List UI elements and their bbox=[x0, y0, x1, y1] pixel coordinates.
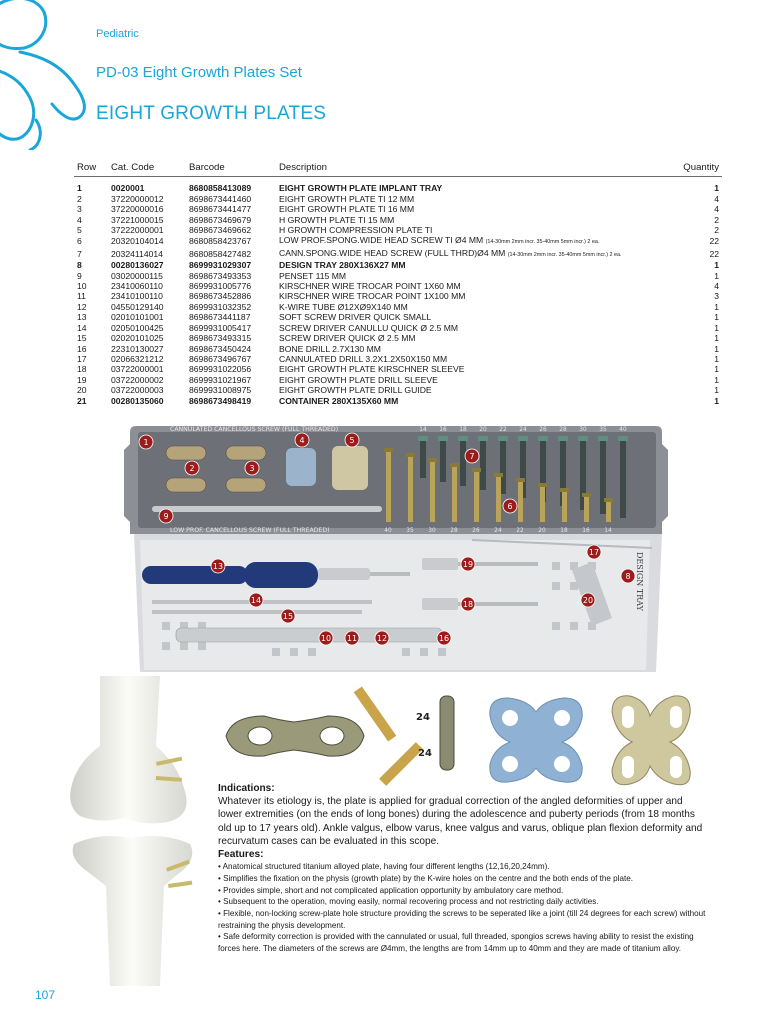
tray-label-lowprof: LOW PROF. CANCELLOUS SCREW (FULL THREADED) bbox=[170, 527, 330, 534]
tray-marker-number: 6 bbox=[507, 502, 513, 511]
cell-cat-code: 03722000001 bbox=[111, 364, 164, 375]
description-text: H GROWTH PLATE TI 15 MM bbox=[279, 214, 395, 225]
description-text: EIGHT GROWTH PLATE TI 16 MM bbox=[279, 204, 415, 215]
cell-barcode: 8698673469662 bbox=[189, 225, 252, 236]
cell-description bbox=[276, 354, 668, 364]
tray-screw-head bbox=[418, 436, 428, 441]
cell-quantity: 1 bbox=[714, 301, 719, 312]
cell-description bbox=[276, 235, 668, 247]
tray-size-label: 35 bbox=[599, 427, 607, 433]
feature-item: • Safe deformity correction is provided with the cannulated or usual, full threaded, spongios screws having ability to resist the existing forces here. The diameters of the screws are Ø4mm, the lengths are from 14mm up to 40mm and they are made of titanium alloy. bbox=[218, 932, 694, 954]
cell-row-number: 21 bbox=[77, 395, 87, 406]
tray-size-label: 30 bbox=[428, 528, 436, 534]
tray-size-label: 24 bbox=[494, 528, 502, 534]
tray-marker-number: 11 bbox=[346, 634, 358, 643]
feature-item: • Flexible, non-locking screw-plate hole structure providing the screws to be seperated like a joint (till 24 degrees for each screw) without restraining the physis development. bbox=[218, 909, 706, 930]
tray-marker-number: 18 bbox=[462, 600, 474, 609]
cell-row-number: 17 bbox=[77, 353, 87, 364]
table-row bbox=[74, 375, 722, 385]
cell-row-number: 3 bbox=[77, 204, 82, 215]
tray-screw-head bbox=[498, 436, 508, 441]
table-row bbox=[74, 260, 722, 270]
tray-size-label: 40 bbox=[384, 528, 392, 534]
feature-item: • Simplifies the fixation on the physis (growth plate) by the K-wire holes on the centre and the both ends of the plate. bbox=[218, 873, 633, 883]
tray-screw bbox=[386, 452, 391, 522]
tray-size-label: 26 bbox=[472, 528, 480, 534]
tray-marker-number: 12 bbox=[376, 634, 388, 643]
cell-row-number: 19 bbox=[77, 374, 87, 385]
page-title: EIGHT GROWTH PLATES bbox=[96, 103, 327, 124]
cell-cat-code: 00280136027 bbox=[111, 260, 164, 271]
cell-cat-code: 37222000001 bbox=[111, 225, 164, 236]
cell-description bbox=[276, 271, 668, 281]
cell-quantity: 1 bbox=[714, 374, 719, 385]
cell-description bbox=[276, 323, 668, 333]
cell-cat-code: 20324114014 bbox=[111, 248, 163, 259]
cell-cat-code: 0020001 bbox=[111, 183, 145, 194]
cell-description bbox=[276, 396, 668, 406]
description-text: EIGHT GROWTH PLATE DRILL SLEEVE bbox=[279, 374, 438, 385]
table-row bbox=[74, 323, 722, 333]
tray-screw bbox=[540, 487, 545, 522]
tray-size-label: 20 bbox=[538, 528, 546, 534]
tray-marker-number: 16 bbox=[438, 634, 450, 643]
cell-description bbox=[276, 225, 668, 235]
col-header-barcode: Barcode bbox=[186, 162, 276, 177]
description-text: BONE DRILL 2.7X130 MM bbox=[279, 343, 381, 354]
cell-row-number: 4 bbox=[77, 214, 82, 225]
cell-cat-code: 02020101025 bbox=[111, 333, 164, 344]
tray-marker bbox=[375, 631, 389, 645]
page-number: 107 bbox=[35, 988, 56, 1002]
tray-marker-number: 4 bbox=[299, 436, 305, 445]
description-note: (14-30mm 2mm incr. 35-40mm 5mm incr.) 2 ea. bbox=[507, 251, 622, 258]
description-block bbox=[218, 782, 706, 955]
cell-barcode: 8680858413089 bbox=[189, 183, 252, 194]
description-text: EIGHT GROWTH PLATE KIRSCHNER SLEEVE bbox=[279, 364, 465, 375]
description-text: PENSET 115 MM bbox=[279, 270, 347, 281]
cell-quantity: 1 bbox=[714, 333, 719, 344]
tray-size-label: 16 bbox=[439, 427, 447, 433]
cell-cat-code: 02010101001 bbox=[111, 312, 164, 323]
description-text: DESIGN TRAY 280X136X27 MM bbox=[279, 260, 406, 271]
features-list bbox=[218, 861, 706, 955]
cell-barcode: 8699931008975 bbox=[189, 385, 252, 396]
cell-row-number: 12 bbox=[77, 301, 87, 312]
tray-marker-number: 1 bbox=[143, 438, 149, 447]
cell-description bbox=[276, 302, 668, 312]
cell-row-number: 9 bbox=[77, 270, 82, 281]
tray-screw-head bbox=[604, 498, 613, 502]
cell-quantity: 1 bbox=[714, 364, 719, 375]
tray-screw bbox=[496, 477, 501, 522]
table-row bbox=[74, 333, 722, 343]
feature-item: • Provides simple, short and not complicated application opportunity by ambulatory care method. bbox=[218, 885, 564, 895]
indications-heading: Indications: bbox=[218, 783, 275, 794]
tray-screw-head bbox=[538, 483, 547, 487]
description-text: KIRSCHNER WIRE TROCAR POINT 1X100 MM bbox=[279, 291, 466, 302]
cell-quantity: 1 bbox=[714, 353, 719, 364]
table-row bbox=[74, 364, 722, 374]
knee-bone-illustration bbox=[60, 676, 210, 986]
table-row bbox=[74, 271, 722, 281]
description-text: CANN.SPONG.WIDE HEAD SCREW (FULL THRD)Ø4 MM bbox=[279, 247, 506, 258]
feature-item: • Anatomical structured titanium alloyed plate, having four different lengths (12,16,20,24mm). bbox=[218, 862, 550, 872]
tray-marker bbox=[437, 631, 451, 645]
tray-screw bbox=[452, 467, 457, 522]
cell-barcode: 8698673493353 bbox=[189, 270, 252, 281]
cell-quantity: 2 bbox=[714, 225, 719, 236]
description-text: LOW PROF.SPONG.WIDE HEAD SCREW TI Ø4 MM bbox=[279, 235, 484, 246]
table-row bbox=[74, 215, 722, 225]
description-note: (14-30mm 2mm incr. 35-40mm 5mm incr.) 2 ea. bbox=[485, 239, 600, 246]
cell-barcode: 8698673496767 bbox=[189, 353, 252, 364]
parts-table bbox=[74, 162, 722, 406]
feature-item: • Subsequent to the operation, moving easily, normal recovering process and not restricting daily activities. bbox=[218, 897, 599, 907]
tray-marker bbox=[345, 433, 359, 447]
cell-barcode: 8699931005417 bbox=[189, 322, 252, 333]
cell-cat-code: 37221000015 bbox=[111, 214, 164, 225]
tray-marker-number: 2 bbox=[189, 464, 195, 473]
tray-screw-head bbox=[428, 458, 437, 462]
tray-screw-head bbox=[518, 436, 528, 441]
cell-quantity: 3 bbox=[714, 291, 719, 302]
tray-size-label: 20 bbox=[479, 427, 487, 433]
tray-screw bbox=[430, 462, 435, 522]
tray-marker-number: 5 bbox=[349, 436, 355, 445]
cell-quantity: 4 bbox=[714, 281, 719, 292]
table-row bbox=[74, 291, 722, 301]
cell-description bbox=[276, 204, 668, 214]
tray-size-label: 22 bbox=[516, 528, 524, 534]
table-row bbox=[74, 281, 722, 291]
tray-screw-head bbox=[450, 463, 459, 467]
description-text: EIGHT GROWTH PLATE IMPLANT TRAY bbox=[279, 183, 443, 194]
cell-description bbox=[276, 385, 668, 395]
tray-marker bbox=[345, 631, 359, 645]
cell-description bbox=[276, 291, 668, 301]
tray-screw-head bbox=[560, 488, 569, 492]
tray-screw bbox=[584, 497, 589, 522]
tray-screw-head bbox=[578, 436, 588, 441]
tray-size-label: 14 bbox=[419, 427, 427, 433]
tray-screw bbox=[420, 438, 426, 478]
cell-row-number: 6 bbox=[77, 236, 82, 247]
cell-row-number: 20 bbox=[77, 385, 87, 396]
tray-size-label: 30 bbox=[579, 427, 587, 433]
cell-barcode: 8698673441187 bbox=[189, 312, 251, 323]
h-plate-blue-image bbox=[490, 698, 582, 782]
tray-marker bbox=[245, 461, 259, 475]
table-row bbox=[74, 302, 722, 312]
cell-barcode: 8698673441477 bbox=[189, 204, 252, 215]
description-text: K-WIRE TUBE Ø12XØ9X140 MM bbox=[279, 301, 408, 312]
tray-size-label: 40 bbox=[619, 427, 627, 433]
table-row bbox=[74, 396, 722, 406]
cell-barcode: 8698673498419 bbox=[189, 395, 252, 406]
tray-size-label: 26 bbox=[539, 427, 547, 433]
description-text: SOFT SCREW DRIVER QUICK SMALL bbox=[279, 312, 432, 323]
tray-marker-number: 13 bbox=[212, 562, 224, 571]
tray-screw bbox=[408, 457, 413, 522]
table-row bbox=[74, 194, 722, 204]
description-text: EIGHT GROWTH PLATE DRILL GUIDE bbox=[279, 385, 432, 396]
cell-description bbox=[276, 248, 668, 260]
cell-description bbox=[276, 281, 668, 291]
cell-cat-code: 03722000002 bbox=[111, 374, 164, 385]
cell-barcode: 8699931032352 bbox=[189, 301, 252, 312]
tray-marker bbox=[319, 631, 333, 645]
tray-screw bbox=[474, 472, 479, 522]
cell-cat-code: 22310130027 bbox=[111, 343, 164, 354]
cell-cat-code: 03722000003 bbox=[111, 385, 164, 396]
tray-marker-number: 10 bbox=[320, 634, 332, 643]
tray-marker-number: 17 bbox=[588, 548, 600, 557]
tray-marker bbox=[461, 597, 475, 611]
indications-body: Whatever its etiology is, the plate is applied for gradual correction of the angled deformities of upper and lower extremities (on the ends of long bones) during the adolescence and puberty periods (from 18 months old up to 17 years old). Ankle valgus, elbow varus, knee valgus and varus, oblique plan flexion deformity and recurvatum cases can be evaluated in this scope. bbox=[218, 796, 703, 847]
category-label: Pediatric bbox=[96, 28, 139, 40]
tray-screw bbox=[606, 502, 611, 522]
instrument-tray bbox=[122, 422, 668, 672]
cell-quantity: 4 bbox=[714, 204, 719, 215]
tray-marker-number: 8 bbox=[625, 572, 631, 581]
tray-screw-head bbox=[598, 436, 608, 441]
cell-row-number: 8 bbox=[77, 260, 82, 271]
tray-marker-number: 14 bbox=[250, 596, 262, 605]
tray-screw bbox=[480, 438, 486, 490]
tray-marker-number: 9 bbox=[163, 512, 169, 521]
cell-description bbox=[276, 194, 668, 204]
tray-screw-head bbox=[406, 453, 415, 457]
col-header-code: Cat. Code bbox=[108, 162, 186, 177]
cell-quantity: 1 bbox=[714, 183, 719, 194]
cell-cat-code: 23410100110 bbox=[111, 291, 163, 302]
plate-with-screws-image bbox=[354, 687, 454, 786]
col-header-description: Description bbox=[276, 162, 668, 177]
cell-quantity: 2 bbox=[714, 214, 719, 225]
cell-barcode: 8699931005776 bbox=[189, 281, 252, 292]
eight-plate-image bbox=[226, 716, 364, 756]
tray-screw-head bbox=[618, 436, 628, 441]
tray-size-label: 14 bbox=[604, 528, 612, 534]
cell-quantity: 1 bbox=[714, 260, 719, 271]
cell-quantity: 1 bbox=[714, 322, 719, 333]
cell-row-number: 16 bbox=[77, 343, 87, 354]
cell-description bbox=[276, 375, 668, 385]
tray-screw bbox=[600, 438, 606, 514]
tray-screw-head bbox=[478, 436, 488, 441]
cell-quantity: 1 bbox=[714, 395, 719, 406]
tray-label-design: DESIGN TRAY bbox=[635, 552, 644, 611]
tray-size-label: 18 bbox=[459, 427, 467, 433]
cell-description bbox=[276, 344, 668, 354]
cell-description bbox=[276, 215, 668, 225]
cell-barcode: 8680858423767 bbox=[189, 236, 252, 247]
tray-marker bbox=[465, 449, 479, 463]
cell-barcode: 8698673441460 bbox=[189, 193, 252, 204]
tray-screw-head bbox=[472, 468, 481, 472]
tray-marker bbox=[185, 461, 199, 475]
tray-marker-number: 15 bbox=[282, 612, 294, 621]
cell-barcode: 8699931021967 bbox=[189, 374, 252, 385]
cell-cat-code: 03020000115 bbox=[111, 270, 163, 281]
tray-size-label: 16 bbox=[582, 528, 590, 534]
cell-barcode: 8698673450424 bbox=[189, 343, 252, 354]
description-text: EIGHT GROWTH PLATE TI 12 MM bbox=[279, 193, 415, 204]
tray-marker-number: 20 bbox=[582, 596, 594, 605]
tray-marker bbox=[211, 559, 225, 573]
tray-screw bbox=[440, 438, 446, 482]
cell-quantity: 1 bbox=[714, 343, 719, 354]
cell-cat-code: 20320104014 bbox=[111, 236, 164, 247]
tray-marker bbox=[621, 569, 635, 583]
tray-screw-head bbox=[516, 478, 525, 482]
col-header-row: Row bbox=[74, 162, 108, 177]
description-text: CONTAINER 280X135X60 MM bbox=[279, 395, 399, 406]
tray-marker bbox=[581, 593, 595, 607]
set-title: PD-03 Eight Growth Plates Set bbox=[96, 64, 302, 81]
tray-screw-head bbox=[458, 436, 468, 441]
tray-screw-head bbox=[582, 493, 591, 497]
features-heading: Features: bbox=[218, 849, 264, 861]
cell-cat-code: 23410060110 bbox=[111, 281, 163, 292]
table-row bbox=[74, 248, 722, 260]
plate-size-label-b: 24 bbox=[418, 748, 432, 759]
cell-row-number: 15 bbox=[77, 333, 87, 344]
tray-marker-number: 3 bbox=[249, 464, 255, 473]
table-row bbox=[74, 204, 722, 214]
tray-marker bbox=[139, 435, 153, 449]
cell-description bbox=[276, 260, 668, 270]
cell-cat-code: 00280135060 bbox=[111, 395, 164, 406]
tray-screw bbox=[518, 482, 523, 522]
cell-row-number: 13 bbox=[77, 312, 87, 323]
cell-quantity: 1 bbox=[714, 270, 719, 281]
cell-cat-code: 37220000012 bbox=[111, 193, 164, 204]
cell-quantity: 22 bbox=[709, 236, 719, 247]
table-row bbox=[74, 354, 722, 364]
description-text: SCREW DRIVER QUICK Ø 2.5 MM bbox=[279, 333, 416, 344]
table-row bbox=[74, 344, 722, 354]
cell-row-number: 1 bbox=[77, 183, 82, 194]
cell-quantity: 22 bbox=[709, 248, 719, 259]
tray-size-label: 24 bbox=[519, 427, 527, 433]
tray-marker bbox=[281, 609, 295, 623]
child-icon bbox=[0, 0, 95, 150]
cell-description bbox=[276, 364, 668, 374]
cell-row-number: 10 bbox=[77, 281, 87, 292]
tray-size-label: 22 bbox=[499, 427, 507, 433]
table-row bbox=[74, 235, 722, 247]
cell-row-number: 2 bbox=[77, 193, 82, 204]
tray-size-label: 28 bbox=[559, 427, 567, 433]
cell-quantity: 1 bbox=[714, 312, 719, 323]
cell-cat-code: 02050100425 bbox=[111, 322, 164, 333]
table-header-row bbox=[74, 162, 722, 177]
description-text: SCREW DRIVER CANULLU QUICK Ø 2.5 MM bbox=[279, 322, 459, 333]
plate-size-label-a: 24 bbox=[416, 712, 430, 723]
cell-barcode: 8699931022056 bbox=[189, 364, 252, 375]
cell-row-number: 14 bbox=[77, 322, 87, 333]
cell-row-number: 7 bbox=[77, 248, 82, 259]
tray-screw-head bbox=[384, 448, 393, 452]
cell-barcode: 8680858427482 bbox=[189, 248, 252, 259]
tray-screw bbox=[562, 492, 567, 522]
tray-size-label: 28 bbox=[450, 528, 458, 534]
tray-screw bbox=[460, 438, 466, 486]
cell-description bbox=[276, 333, 668, 343]
tray-marker bbox=[587, 545, 601, 559]
tray-size-label: 35 bbox=[406, 528, 414, 534]
description-text: H GROWTH COMPRESSION PLATE TI bbox=[279, 225, 433, 236]
h-plate-gold-image bbox=[612, 696, 690, 785]
tray-marker bbox=[295, 433, 309, 447]
cell-barcode: 8698673452886 bbox=[189, 291, 252, 302]
tray-screw-head bbox=[558, 436, 568, 441]
description-text: KIRSCHNER WIRE TROCAR POINT 1X60 MM bbox=[279, 281, 461, 292]
tray-marker-number: 19 bbox=[462, 560, 474, 569]
tray-screw-head bbox=[494, 473, 503, 477]
tray-marker bbox=[159, 509, 173, 523]
cell-cat-code: 37220000016 bbox=[111, 204, 164, 215]
cell-quantity: 1 bbox=[714, 385, 719, 396]
table-row bbox=[74, 312, 722, 322]
description-text: CANNULATED DRILL 3.2X1.2X50X150 MM bbox=[279, 353, 448, 364]
cell-cat-code: 02066321212 bbox=[111, 353, 164, 364]
tray-marker bbox=[503, 499, 517, 513]
cell-row-number: 11 bbox=[77, 291, 86, 302]
cell-quantity: 4 bbox=[714, 193, 719, 204]
cell-barcode: 8698673493315 bbox=[189, 333, 252, 344]
col-header-quantity: Quantity bbox=[668, 162, 722, 177]
tray-screw-head bbox=[438, 436, 448, 441]
table-row bbox=[74, 225, 722, 235]
tray-screw bbox=[620, 438, 626, 518]
cell-description bbox=[276, 312, 668, 322]
tray-marker-number: 7 bbox=[469, 452, 475, 461]
growth-plate-images bbox=[218, 676, 738, 786]
cell-barcode: 8698673469679 bbox=[189, 214, 252, 225]
cell-cat-code: 04550129140 bbox=[111, 301, 164, 312]
cell-row-number: 5 bbox=[77, 225, 82, 236]
tray-screw-head bbox=[538, 436, 548, 441]
tray-label-cannulated: CANNULATED CANCELLOUS SCREW (FULL THREADED) bbox=[170, 426, 339, 433]
cell-description bbox=[276, 177, 668, 194]
cell-barcode: 8699931029307 bbox=[189, 260, 252, 271]
tray-size-label: 18 bbox=[560, 528, 568, 534]
table-row bbox=[74, 177, 722, 194]
tray-marker bbox=[249, 593, 263, 607]
table-row bbox=[74, 385, 722, 395]
tray-marker bbox=[461, 557, 475, 571]
cell-row-number: 18 bbox=[77, 364, 87, 375]
